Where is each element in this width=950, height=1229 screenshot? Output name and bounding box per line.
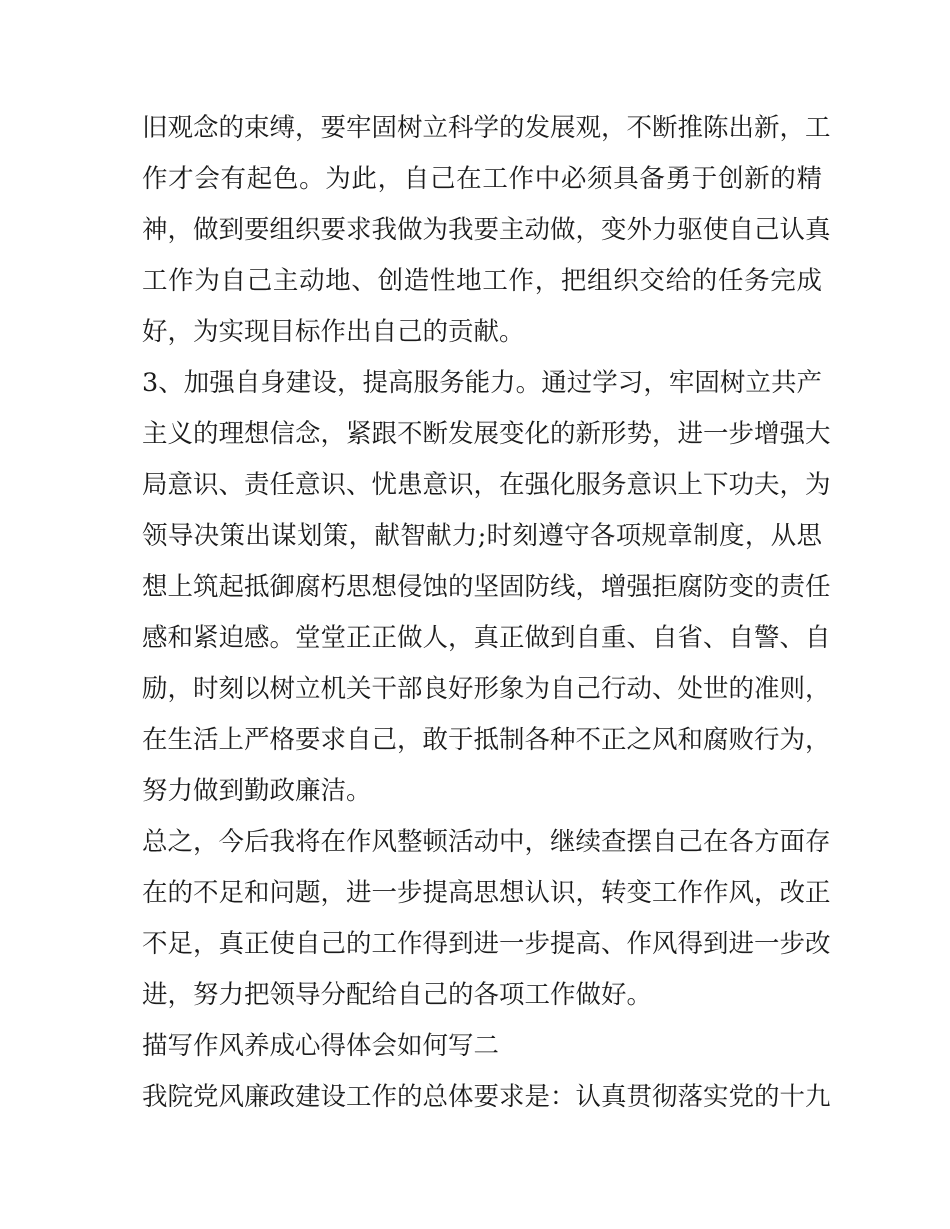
text-line: 3、加强自身建设，提高服务能力。通过学习，牢固树立共产 (142, 368, 822, 398)
text-line: 总之，今后我将在作风整顿活动中，继续查摆自己在各方面存 (142, 827, 831, 857)
text-line: 好，为实现目标作出自己的贡献。 (142, 317, 525, 347)
text-line: 想上筑起抵御腐朽思想侵蚀的坚固防线，增强拒腐防变的责任 (142, 572, 831, 602)
text-line: 感和紧迫感。堂堂正正做人，真正做到自重、自省、自警、自 (142, 623, 831, 653)
section-heading: 描写作风养成心得体会如何写二 (142, 1031, 500, 1061)
text-line: 努力做到勤政廉洁。 (142, 776, 372, 806)
text-line: 我院党风廉政建设工作的总体要求是：认真贯彻落实党的十九 (142, 1082, 831, 1112)
text-line: 励，时刻以树立机关干部良好形象为自己行动、处世的准则， (142, 674, 831, 704)
text-line: 主义的理想信念，紧跟不断发展变化的新形势，进一步增强大 (142, 419, 831, 449)
text-line: 工作为自己主动地、创造性地工作，把组织交给的任务完成 (142, 266, 822, 296)
text-line: 作才会有起色。为此，自己在工作中必须具备勇于创新的精 (142, 164, 822, 194)
text-line: 局意识、责任意识、忧患意识，在强化服务意识上下功夫，为 (142, 470, 831, 500)
text-line: 不足，真正使自己的工作得到进一步提高、作风得到进一步改 (142, 929, 831, 959)
text-line: 领导决策出谋划策，献智献力;时刻遵守各项规章制度，从思 (142, 521, 822, 551)
text-line: 在的不足和问题，进一步提高思想认识，转变工作作风，改正 (142, 878, 831, 908)
text-line: 进，努力把领导分配给自己的各项工作做好。 (142, 980, 653, 1010)
text-line: 神，做到要组织要求我做为我要主动做，变外力驱使自己认真 (142, 215, 831, 245)
text-line: 在生活上严格要求自己，敢于抵制各种不正之风和腐败行为， (142, 725, 831, 755)
text-line: 旧观念的束缚，要牢固树立科学的发展观，不断推陈出新，工 (142, 113, 831, 143)
